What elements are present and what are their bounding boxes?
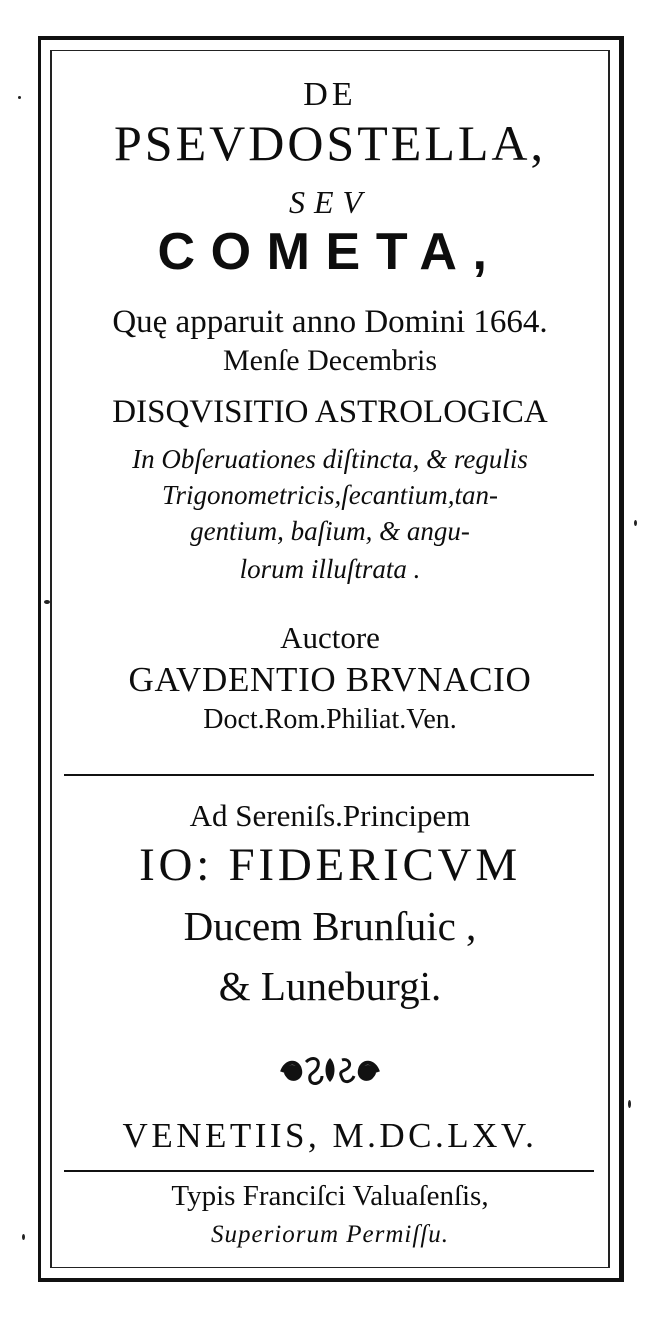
divider-rule-bottom bbox=[64, 1170, 594, 1172]
prince-title-ducem: Ducem Brunſuic , bbox=[183, 903, 477, 949]
imprint-place-date: VENETIIS, M.DC.LXV. bbox=[122, 1116, 538, 1155]
dedication-line: Ad Sereniſs.Principem bbox=[189, 798, 471, 833]
author-name: GAVDENTIO BRVNACIO bbox=[128, 660, 532, 699]
italic-line-4: lorum illuſtrata . bbox=[239, 554, 421, 584]
prince-title-luneburgi: & Luneburgi. bbox=[218, 963, 442, 1009]
scan-speck bbox=[44, 600, 50, 604]
printer-line: Typis Franciſci Valuaſenſis, bbox=[171, 1180, 489, 1212]
italic-line-2: Trigonometricis,ſecantium,tan- bbox=[162, 480, 498, 510]
subtitle-disquisitio: DISQVISITIO ASTROLOGICA bbox=[112, 394, 548, 430]
line-mense-decembris: Menſe Decembris bbox=[222, 344, 438, 377]
prince-name: IO: FIDERICVM bbox=[139, 839, 521, 891]
scan-speck bbox=[22, 1234, 25, 1240]
italic-line-1: In Obſeruationes diſtincta, & regulis bbox=[132, 444, 528, 474]
auctore-label: Auctore bbox=[280, 620, 380, 655]
permission-line: Superiorum Permiſſu. bbox=[210, 1221, 450, 1248]
scan-speck bbox=[18, 96, 21, 99]
title-cometa: COMETA, bbox=[157, 223, 503, 281]
title-seu: SEV bbox=[289, 184, 371, 220]
scan-speck bbox=[628, 1100, 631, 1108]
line-que-apparuit: Quę apparuit anno Domini 1664. bbox=[112, 304, 548, 340]
printers-fleuron-icon bbox=[278, 1050, 382, 1090]
author-title: Doct.Rom.Philiat.Ven. bbox=[203, 704, 457, 735]
divider-rule-top bbox=[64, 774, 594, 776]
scan-speck bbox=[634, 520, 637, 526]
italic-line-3: gentium, baſium, & angu- bbox=[190, 516, 470, 546]
title-pseudostella: PSEVDOSTELLA, bbox=[113, 115, 547, 171]
title-de: DE bbox=[303, 76, 357, 113]
